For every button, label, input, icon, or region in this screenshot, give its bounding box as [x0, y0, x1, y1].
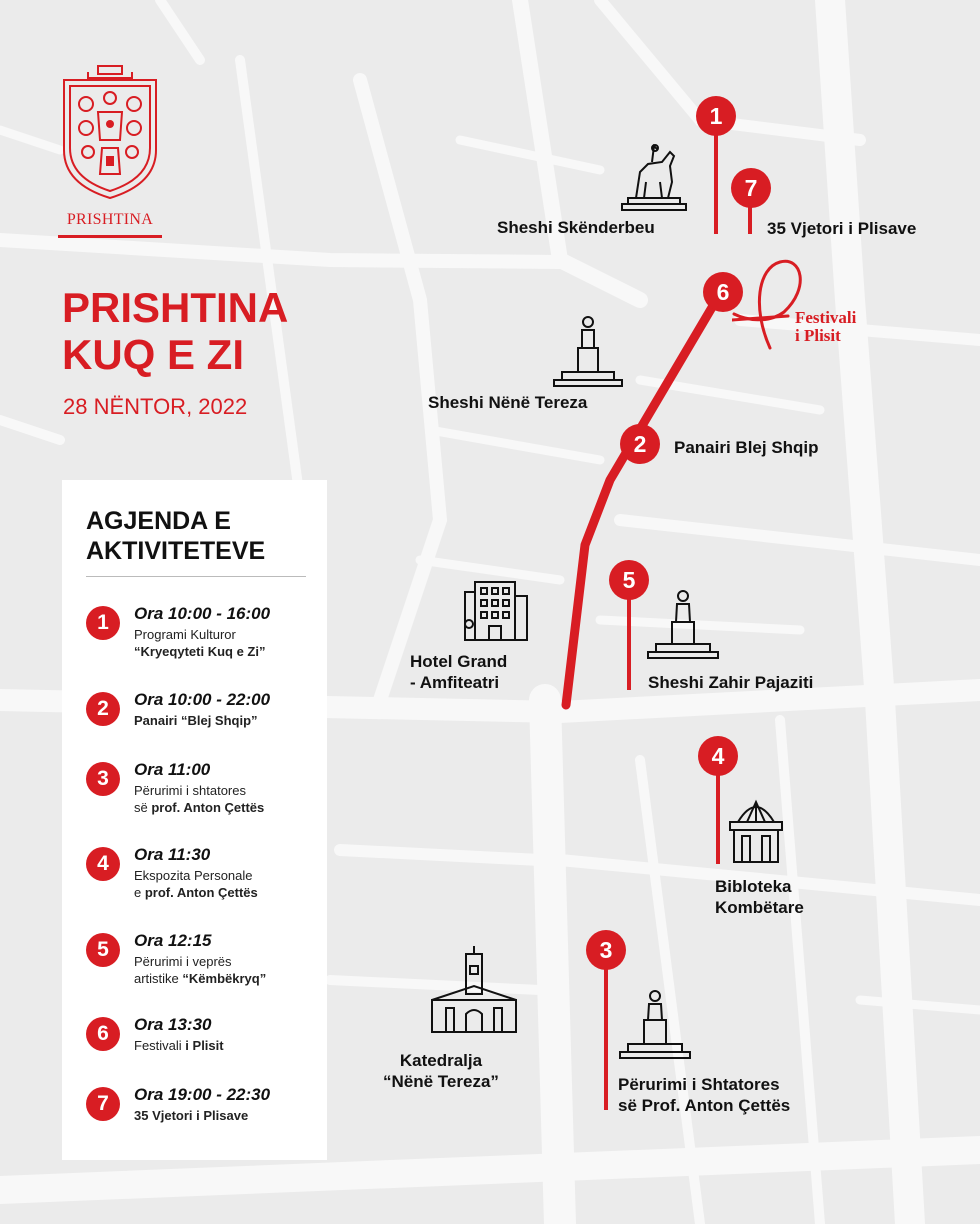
agenda-divider	[86, 576, 306, 577]
festival-logo-line-1: Festivali	[795, 308, 857, 327]
agenda-number-badge: 1	[86, 606, 120, 640]
label-biblioteka-line-2: Kombëtare	[715, 898, 804, 917]
label-panairi-blej-shqip: Panairi Blej Shqip	[674, 438, 819, 457]
label-hotel-grand	[410, 651, 507, 693]
shtatore-statue-icon	[618, 988, 692, 1062]
agenda-desc-emphasis: “Kryeqyteti Kuq e Zi”	[134, 644, 266, 659]
agenda-desc-emphasis: “Këmbëkryq”	[182, 971, 267, 986]
agenda-number-badge: 7	[86, 1087, 120, 1121]
label-katedralja-line-2: “Nënë Tereza”	[383, 1072, 499, 1091]
label-shtatore-line-2: së Prof. Anton Çettës	[618, 1096, 791, 1115]
agenda-description	[134, 1037, 224, 1054]
agenda-time: Ora 11:30	[134, 845, 211, 864]
agenda-desc-prefix: së	[134, 800, 152, 815]
marker-stem-4	[716, 772, 720, 864]
page-title	[62, 284, 288, 378]
title-line-1: PRISHTINA	[62, 284, 289, 331]
agenda-title-line-1: AGJENDA E	[86, 507, 231, 535]
marker-stem-5	[627, 592, 631, 690]
agenda-number-badge: 6	[86, 1017, 120, 1051]
agenda-desc-line: Përurimi i shtatores	[134, 783, 246, 798]
label-shtatore-line-1: Përurimi i Shtatores	[618, 1075, 780, 1094]
label-sheshi-skenderbeu: Sheshi Skënderbeu	[497, 218, 655, 237]
label-35-vjetori-plisave: 35 Vjetori i Plisave	[767, 219, 917, 238]
label-hotel-line-2: - Amfiteatri	[410, 673, 500, 692]
agenda-description	[134, 782, 264, 816]
agenda-desc-emphasis: prof. Anton Çettës	[144, 885, 258, 900]
label-katedralja	[383, 1050, 499, 1092]
equestrian-statue-icon	[618, 142, 690, 214]
monument-icon	[646, 588, 720, 662]
map-marker-6: 6	[703, 272, 743, 312]
brand-name: PRISHTINA	[66, 211, 154, 228]
agenda-title-line-2: AKTIVITETEVE	[86, 537, 266, 565]
agenda-description	[134, 867, 258, 901]
agenda-number-badge: 4	[86, 847, 120, 881]
agenda-title	[86, 506, 265, 566]
coat-of-arms-icon	[58, 62, 162, 202]
map-marker-5: 5	[609, 560, 649, 600]
agenda-desc-emphasis: i Plisit	[185, 1038, 224, 1053]
map-marker-3: 3	[586, 930, 626, 970]
library-icon	[728, 796, 784, 864]
agenda-number-badge: 3	[86, 762, 120, 796]
festival-logo-text	[795, 309, 856, 345]
label-perurimi-shtatores	[618, 1074, 790, 1116]
label-sheshi-zahir-pajaziti: Sheshi Zahir Pajaziti	[648, 673, 814, 692]
event-date: 28 NËNTOR, 2022	[63, 394, 248, 419]
agenda-desc-prefix: e	[134, 885, 145, 900]
agenda-time: Ora 10:00 - 16:00	[134, 604, 271, 623]
label-biblioteka-line-1: Bibloteka	[715, 877, 792, 896]
label-hotel-line-1: Hotel Grand	[410, 652, 508, 671]
agenda-description	[134, 626, 265, 660]
agenda-number-badge: 2	[86, 692, 120, 726]
agenda-desc-prefix: artistike	[134, 971, 183, 986]
hotel-building-icon	[463, 580, 529, 642]
agenda-time: Ora 11:00	[134, 760, 211, 779]
marker-stem-3	[604, 965, 608, 1110]
agenda-description	[134, 712, 258, 729]
festival-logo-line-2: i Plisit	[795, 326, 841, 345]
map-marker-2: 2	[620, 424, 660, 464]
brand-underline	[58, 235, 162, 238]
agenda-desc-line: Programi Kulturor	[134, 627, 236, 642]
agenda-desc-prefix: Festivali	[134, 1038, 186, 1053]
map-marker-1: 1	[696, 96, 736, 136]
agenda-time: Ora 19:00 - 22:30	[134, 1085, 271, 1104]
agenda-card	[62, 480, 327, 1160]
prishtina-logo	[58, 62, 162, 238]
agenda-number-badge: 5	[86, 933, 120, 967]
agenda-desc-line: Përurimi i veprës	[134, 954, 232, 969]
agenda-description	[134, 953, 266, 987]
agenda-desc-line: Ekspozita Personale	[134, 868, 253, 883]
agenda-desc-emphasis: Panairi “Blej Shqip”	[134, 713, 258, 728]
agenda-desc-emphasis: prof. Anton Çettës	[151, 800, 265, 815]
cathedral-icon	[428, 944, 524, 1036]
agenda-description	[134, 1107, 248, 1124]
map-marker-7: 7	[731, 168, 771, 208]
label-biblioteka-kombetare	[715, 876, 804, 918]
label-katedralja-line-1: Katedralja	[399, 1051, 483, 1070]
map-marker-4: 4	[698, 736, 738, 776]
agenda-time: Ora 13:30	[134, 1015, 212, 1034]
marker-stem-1	[714, 130, 718, 234]
label-sheshi-nene-tereza: Sheshi Nënë Tereza	[428, 393, 588, 412]
statue-icon	[554, 317, 622, 386]
agenda-time: Ora 12:15	[134, 931, 212, 950]
title-line-2: KUQ E ZI	[62, 331, 245, 378]
agenda-desc-emphasis: 35 Vjetori i Plisave	[134, 1108, 249, 1123]
agenda-time: Ora 10:00 - 22:00	[134, 690, 271, 709]
